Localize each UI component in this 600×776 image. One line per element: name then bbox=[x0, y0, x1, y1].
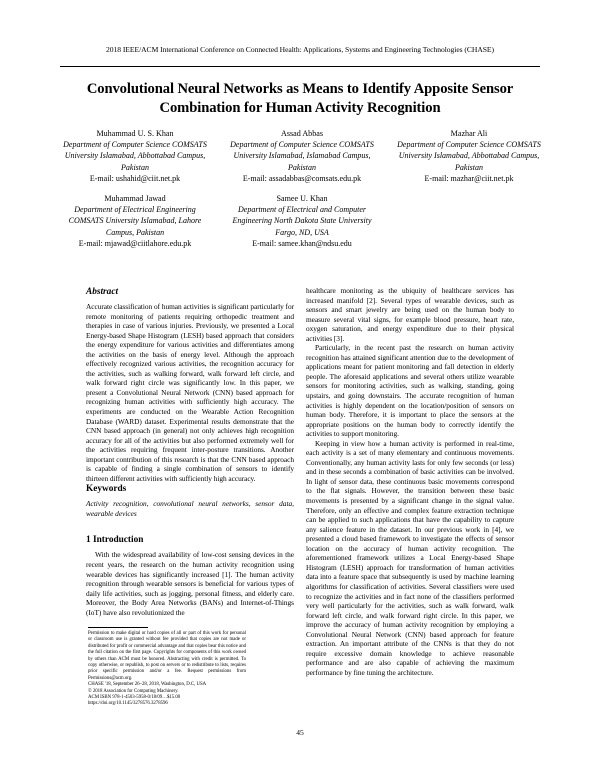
author-affiliation: Department of Computer Science COMSATS University Islamabad, Abbottabad Campus, Pakistan bbox=[397, 140, 541, 172]
author-column-center bbox=[223, 128, 381, 258]
abstract-heading: Abstract bbox=[86, 287, 119, 297]
author-column-right bbox=[390, 128, 548, 193]
author-name: Muhammad U. S. Khan bbox=[96, 129, 174, 138]
author-email[interactable]: E-mail: assadabbas@comsats.edu.pk bbox=[242, 173, 362, 183]
copyright-rule bbox=[88, 627, 148, 628]
author-email[interactable]: E-mail: mazhar@ciit.net.pk bbox=[424, 173, 514, 183]
keywords-text: Activity recognition, convolutional neural networks, sensor data, wearable devices bbox=[86, 499, 294, 518]
author-entry bbox=[56, 193, 214, 249]
author-column-left bbox=[56, 128, 214, 258]
author-entry bbox=[223, 128, 381, 184]
author-list bbox=[56, 128, 548, 258]
page-number: 45 bbox=[296, 728, 304, 737]
abstract-text: Accurate classification of human activities is significant particularly for remote monitoring of patients requiring orthopedic treatment and therapies in case of various injuries. Previously, we presented a Local Energy-based Shape Histogram (LESH) based approach that considers the energy expenditure for various activities and differentiates among the activities on the basis of energy level. Although the approach effectively recognized various activities, the recognition accuracy for the activities, such as walking forward, walk forward left circle, and walk forward right circle was significantly low. In this paper, we present a Convolutional Neural Network (CNN) based approach for recognizing human activities with sufficiently high accuracy. The experiments are conducted on the Wearable Action Recognition Database (WARD) dataset. Experimental results demonstrate that the CNN based approach (in general) not only achieves high recognition accuracy for all of the activities but also performed extremely well for the activities requiring frequent inter-posture transitions. Another important contribution of this research is that the CNN based approach is capable of finding a single combination of sensors to identify thirteen different activities with sufficiently high accuracy. bbox=[86, 302, 294, 483]
author-name: Mazhar Ali bbox=[450, 129, 488, 138]
introduction-heading: 1 Introduction bbox=[86, 535, 144, 546]
copyright-conference: CHASE '18, September 26–28, 2018, Washington, D.C, USA bbox=[88, 682, 207, 688]
author-affiliation: Department of Computer Science COMSATS University Islamabad, Abbottabad Campus, Pakistan bbox=[63, 140, 207, 172]
header-rule bbox=[60, 66, 540, 67]
author-name: Assad Abbas bbox=[280, 129, 324, 138]
right-paragraph-3: Keeping in view how a human activity is performed in real-time, each activity is a set of many elementary and continuous movements. Conventionally, any human activity lasts for only few seconds (or less) and in these seconds a combination of basic activities can be involved. In light of sensor data, these continuous basic movements correspond to the flat signals. However, the transition between these basic movements is presented by a significant change in the signal value. Therefore, only an effective and complex feature extraction technique can be applied to such applications that have the capability to capture any salience feature in the dataset. In our previous work in [4], we presented a cloud based framework to investigate the effects of sensor location on the accuracy of human activity recognition. The aforementioned framework utilizes a Local Energy-based Shape Histogram (LESH) approach for transformation of human activities data into a feature space that subsequently is used by machine learning algorithms for classification of activities. Several classifiers were used to recognize the activities and in fact none of the classifiers performed very well particularly for the activities, such as walk forward, walk forward left circle, and walk forward right circle. In this paper, we improve the accuracy of human activity recognition by employing a Convolutional Neural Network (CNN) based approach for feature extraction. An important attribute of the CNNs is that they do not require excessive domain knowledge to achieve reasonable performance and are also capable of achieving the maximum performance by fine tuning the architecture. bbox=[306, 438, 514, 677]
right-paragraph-2: Particularly, in the recent past the research on human activity recognition has attained significant attention due to the development of applications meant for patient monitoring and fall detection in elderly people. The aforesaid applications and several others utilize wearable sensors for monitoring activities, such as walking, standing, going upstairs, and going downstairs. The accurate recognition of human activities is highly dependent on the location/position of sensors on human body. Therefore, it is important to place the sensors at the appropriate positions on the human body to correctly identify the activities to support monitoring. bbox=[306, 343, 514, 439]
right-paragraph-1: healthcare monitoring as the ubiquity of healthcare services has increased manifold [2]. Several types of wearable devices, such as sensors and smart jewelry are being used on the human body to measure several vital signs, for example blood pressure, heart rate, oxygen saturation, and energy expenditure due to their physical activities [3]. bbox=[306, 286, 514, 343]
author-affiliation: Department of Electrical Engineering COMSATS University Islamabad, Lahore Campus, Pakistan bbox=[68, 205, 202, 237]
introduction-paragraph-1: With the widespread availability of low-cost sensing devices in the recent years, the research on the human activity recognition using wearable devices has significantly increased [1]. The human activity recognition through wearable sensors is beneficial for various types of daily life activities, such as jogging, personal fitness, and elderly care. Moreover, the Body Area Networks (BANs) and Internet-of-Things (IoT) have also revolutionized the bbox=[86, 550, 294, 617]
author-entry bbox=[390, 128, 548, 184]
copyright-isbn: ACM ISBN 978-1-4503-5958-0/18/09…$15.00 bbox=[88, 695, 181, 701]
author-affiliation: Department of Electrical and Computer Engineering North Dakota State University Fargo, ND, USA bbox=[232, 205, 372, 237]
copyright-notice bbox=[88, 627, 246, 708]
copyright-owner: © 2018 Association for Computing Machinery. bbox=[88, 688, 179, 694]
conference-header: 2018 IEEE/ACM International Conference on Connected Health: Applications, Systems and Engineering Technologies (CHASE) bbox=[105, 45, 494, 54]
author-name: Samee U. Khan bbox=[276, 194, 328, 204]
author-name: Muhammad Jawad bbox=[104, 194, 166, 204]
author-affiliation: Department of Computer Science COMSATS University Islamabad, Islamabad Campus, Pakistan bbox=[230, 140, 374, 172]
copyright-doi[interactable]: https://doi.org/10.1145/3278576.3278596 bbox=[88, 701, 168, 707]
page-title: Convolutional Neural Networks as Means to Identify Apposite Sensor Combination for Human Activity Recognition bbox=[86, 81, 514, 116]
author-email[interactable]: E-mail: mjawad@ciitlahore.edu.pk bbox=[78, 238, 192, 248]
author-entry bbox=[223, 193, 381, 249]
copyright-permission: Permission to make digital or hard copies of all or part of this work for personal or classroom use is granted without fee provided that copies are not made or distributed for profit or commercial advantage and that copies bear this notice and the full citation on the first page. Copyrights for components of this work owned by others than ACM must be honored. Abstracting with credit is permitted. To copy otherwise, or republish, to post on servers or to redistribute to lists, requires prior specific permission and/or a fee. Request permissions from Permissions@acm.org. bbox=[88, 631, 246, 681]
author-email[interactable]: E-mail: ushahid@ciit.net.pk bbox=[89, 173, 181, 183]
keywords-heading: Keywords bbox=[86, 484, 127, 495]
left-column bbox=[86, 286, 294, 617]
right-column bbox=[306, 286, 514, 677]
author-email[interactable]: E-mail: samee.khan@ndsu.edu bbox=[252, 238, 352, 248]
author-entry bbox=[56, 128, 214, 184]
